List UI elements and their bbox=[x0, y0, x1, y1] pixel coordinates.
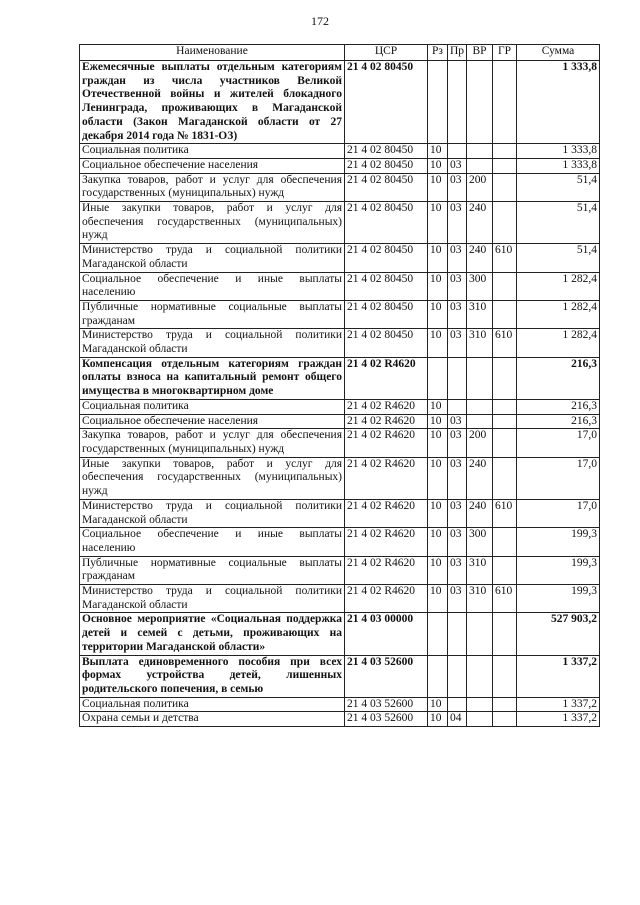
vr-cell: 310 bbox=[467, 556, 493, 584]
gr-cell bbox=[493, 528, 517, 556]
table-row bbox=[80, 414, 600, 429]
vr-cell bbox=[467, 357, 493, 399]
name-cell: Публичные нормативные социальные выплаты гражданам bbox=[80, 300, 345, 328]
pr-cell bbox=[448, 399, 467, 414]
pr-cell: 03 bbox=[448, 457, 467, 499]
sum-cell: 199,3 bbox=[517, 585, 600, 613]
name-cell: Ежемесячные выплаты отдельным категориям граждан из числа участников Великой Отечественной войны и жителей блокадного Ленинграда, проживающих в Магаданской области (Закон Магаданской области от 27 декабря 2014 года № 1831-ОЗ) bbox=[80, 61, 345, 144]
table-row bbox=[80, 272, 600, 300]
gr-cell bbox=[493, 712, 517, 727]
rz-cell: 10 bbox=[428, 712, 448, 727]
rz-cell: 10 bbox=[428, 499, 448, 527]
gr-cell: 610 bbox=[493, 499, 517, 527]
name-cell: Социальное обеспечение и иные выплаты населению bbox=[80, 272, 345, 300]
table-row bbox=[80, 244, 600, 272]
sum-cell: 1 333,8 bbox=[517, 158, 600, 173]
gr-cell: 610 bbox=[493, 585, 517, 613]
sum-cell: 1 337,2 bbox=[517, 697, 600, 712]
header-csr: ЦСР bbox=[345, 45, 428, 61]
sum-cell: 527 903,2 bbox=[517, 613, 600, 655]
rz-cell: 10 bbox=[428, 202, 448, 244]
pr-cell: 03 bbox=[448, 429, 467, 457]
name-cell: Социальное обеспечение населения bbox=[80, 158, 345, 173]
sum-cell: 1 282,4 bbox=[517, 272, 600, 300]
sum-cell: 1 333,8 bbox=[517, 144, 600, 159]
table-row bbox=[80, 499, 600, 527]
vr-cell: 200 bbox=[467, 429, 493, 457]
header-gr: ГР bbox=[493, 45, 517, 61]
name-cell: Компенсация отдельным категориям граждан оплаты взноса на капитальный ремонт общего имущества в многоквартирном доме bbox=[80, 357, 345, 399]
budget-table bbox=[79, 44, 600, 727]
pr-cell bbox=[448, 144, 467, 159]
gr-cell bbox=[493, 357, 517, 399]
pr-cell: 03 bbox=[448, 158, 467, 173]
csr-cell: 21 4 02 R4620 bbox=[345, 499, 428, 527]
pr-cell: 03 bbox=[448, 173, 467, 201]
rz-cell: 10 bbox=[428, 697, 448, 712]
rz-cell: 10 bbox=[428, 399, 448, 414]
table-row bbox=[80, 457, 600, 499]
pr-cell: 03 bbox=[448, 556, 467, 584]
vr-cell: 240 bbox=[467, 457, 493, 499]
sum-cell: 216,3 bbox=[517, 399, 600, 414]
csr-cell: 21 4 02 R4620 bbox=[345, 556, 428, 584]
sum-cell: 1 337,2 bbox=[517, 712, 600, 727]
name-cell: Основное мероприятие «Социальная поддержка детей и семей с детьми, проживающих на территории Магаданской области» bbox=[80, 613, 345, 655]
csr-cell: 21 4 02 80450 bbox=[345, 173, 428, 201]
csr-cell: 21 4 02 R4620 bbox=[345, 414, 428, 429]
pr-cell: 04 bbox=[448, 712, 467, 727]
vr-cell bbox=[467, 399, 493, 414]
name-cell: Выплата единовременного пособия при всех формах устройства детей, лишенных родительского попечения, в семью bbox=[80, 655, 345, 697]
rz-cell: 10 bbox=[428, 144, 448, 159]
sum-cell: 1 282,4 bbox=[517, 329, 600, 357]
rz-cell: 10 bbox=[428, 528, 448, 556]
csr-cell: 21 4 02 R4620 bbox=[345, 399, 428, 414]
table-row bbox=[80, 158, 600, 173]
vr-cell: 310 bbox=[467, 329, 493, 357]
sum-cell: 17,0 bbox=[517, 457, 600, 499]
vr-cell bbox=[467, 144, 493, 159]
sum-cell: 51,4 bbox=[517, 244, 600, 272]
csr-cell: 21 4 02 80450 bbox=[345, 244, 428, 272]
pr-cell: 03 bbox=[448, 272, 467, 300]
vr-cell: 300 bbox=[467, 528, 493, 556]
gr-cell bbox=[493, 613, 517, 655]
gr-cell bbox=[493, 399, 517, 414]
pr-cell: 03 bbox=[448, 414, 467, 429]
vr-cell bbox=[467, 613, 493, 655]
pr-cell bbox=[448, 357, 467, 399]
sum-cell: 216,3 bbox=[517, 414, 600, 429]
pr-cell: 03 bbox=[448, 585, 467, 613]
pr-cell: 03 bbox=[448, 329, 467, 357]
csr-cell: 21 4 03 52600 bbox=[345, 697, 428, 712]
pr-cell bbox=[448, 655, 467, 697]
header-sum: Сумма bbox=[517, 45, 600, 61]
sum-cell: 17,0 bbox=[517, 429, 600, 457]
csr-cell: 21 4 02 80450 bbox=[345, 158, 428, 173]
gr-cell bbox=[493, 457, 517, 499]
gr-cell bbox=[493, 272, 517, 300]
gr-cell bbox=[493, 429, 517, 457]
pr-cell bbox=[448, 697, 467, 712]
sum-cell: 1 333,8 bbox=[517, 61, 600, 144]
vr-cell bbox=[467, 697, 493, 712]
table-row bbox=[80, 399, 600, 414]
sum-cell: 216,3 bbox=[517, 357, 600, 399]
csr-cell: 21 4 02 80450 bbox=[345, 144, 428, 159]
header-rz: Рз bbox=[428, 45, 448, 61]
table-row bbox=[80, 329, 600, 357]
header-vr: ВР bbox=[467, 45, 493, 61]
gr-cell bbox=[493, 144, 517, 159]
rz-cell: 10 bbox=[428, 329, 448, 357]
name-cell: Закупка товаров, работ и услуг для обеспечения государственных (муниципальных) нужд bbox=[80, 429, 345, 457]
pr-cell bbox=[448, 61, 467, 144]
name-cell: Публичные нормативные социальные выплаты гражданам bbox=[80, 556, 345, 584]
pr-cell bbox=[448, 613, 467, 655]
name-cell: Социальная политика bbox=[80, 144, 345, 159]
sum-cell: 1 282,4 bbox=[517, 300, 600, 328]
table-row bbox=[80, 173, 600, 201]
csr-cell: 21 4 02 80450 bbox=[345, 61, 428, 144]
csr-cell: 21 4 02 R4620 bbox=[345, 429, 428, 457]
table-row bbox=[80, 655, 600, 697]
header-pr: Пр bbox=[448, 45, 467, 61]
name-cell: Социальное обеспечение и иные выплаты населению bbox=[80, 528, 345, 556]
name-cell: Министерство труда и социальной политики Магаданской области bbox=[80, 499, 345, 527]
table-row bbox=[80, 300, 600, 328]
csr-cell: 21 4 02 80450 bbox=[345, 272, 428, 300]
sum-cell: 199,3 bbox=[517, 528, 600, 556]
gr-cell bbox=[493, 414, 517, 429]
sum-cell: 51,4 bbox=[517, 202, 600, 244]
rz-cell: 10 bbox=[428, 272, 448, 300]
gr-cell bbox=[493, 61, 517, 144]
table-row bbox=[80, 556, 600, 584]
vr-cell bbox=[467, 655, 493, 697]
vr-cell: 310 bbox=[467, 585, 493, 613]
rz-cell: 10 bbox=[428, 414, 448, 429]
vr-cell: 240 bbox=[467, 244, 493, 272]
table-row bbox=[80, 357, 600, 399]
vr-cell bbox=[467, 414, 493, 429]
name-cell: Министерство труда и социальной политики Магаданской области bbox=[80, 329, 345, 357]
pr-cell: 03 bbox=[448, 499, 467, 527]
gr-cell bbox=[493, 158, 517, 173]
csr-cell: 21 4 02 80450 bbox=[345, 300, 428, 328]
vr-cell bbox=[467, 158, 493, 173]
vr-cell: 200 bbox=[467, 173, 493, 201]
rz-cell: 10 bbox=[428, 457, 448, 499]
rz-cell: 10 bbox=[428, 556, 448, 584]
pr-cell: 03 bbox=[448, 528, 467, 556]
table-row bbox=[80, 585, 600, 613]
table-row bbox=[80, 61, 600, 144]
name-cell: Иные закупки товаров, работ и услуг для обеспечения государственных (муниципальных) нужд bbox=[80, 457, 345, 499]
vr-cell: 300 bbox=[467, 272, 493, 300]
rz-cell bbox=[428, 61, 448, 144]
csr-cell: 21 4 02 R4620 bbox=[345, 528, 428, 556]
name-cell: Социальная политика bbox=[80, 697, 345, 712]
csr-cell: 21 4 03 52600 bbox=[345, 712, 428, 727]
gr-cell bbox=[493, 173, 517, 201]
page-number: 172 bbox=[311, 14, 329, 28]
vr-cell bbox=[467, 61, 493, 144]
csr-cell: 21 4 02 R4620 bbox=[345, 357, 428, 399]
sum-cell: 17,0 bbox=[517, 499, 600, 527]
vr-cell bbox=[467, 712, 493, 727]
table-row bbox=[80, 613, 600, 655]
vr-cell: 240 bbox=[467, 202, 493, 244]
table-row bbox=[80, 144, 600, 159]
name-cell: Закупка товаров, работ и услуг для обеспечения государственных (муниципальных) нужд bbox=[80, 173, 345, 201]
sum-cell: 199,3 bbox=[517, 556, 600, 584]
gr-cell: 610 bbox=[493, 244, 517, 272]
gr-cell bbox=[493, 655, 517, 697]
rz-cell: 10 bbox=[428, 429, 448, 457]
pr-cell: 03 bbox=[448, 300, 467, 328]
csr-cell: 21 4 03 00000 bbox=[345, 613, 428, 655]
name-cell: Иные закупки товаров, работ и услуг для обеспечения государственных (муниципальных) нужд bbox=[80, 202, 345, 244]
header-row bbox=[80, 45, 600, 61]
sum-cell: 51,4 bbox=[517, 173, 600, 201]
rz-cell bbox=[428, 357, 448, 399]
rz-cell: 10 bbox=[428, 300, 448, 328]
gr-cell bbox=[493, 556, 517, 584]
csr-cell: 21 4 02 80450 bbox=[345, 202, 428, 244]
rz-cell bbox=[428, 655, 448, 697]
csr-cell: 21 4 02 R4620 bbox=[345, 585, 428, 613]
name-cell: Социальное обеспечение населения bbox=[80, 414, 345, 429]
gr-cell bbox=[493, 202, 517, 244]
vr-cell: 240 bbox=[467, 499, 493, 527]
gr-cell bbox=[493, 300, 517, 328]
csr-cell: 21 4 03 52600 bbox=[345, 655, 428, 697]
gr-cell bbox=[493, 697, 517, 712]
name-cell: Социальная политика bbox=[80, 399, 345, 414]
table-body bbox=[80, 61, 600, 727]
vr-cell: 310 bbox=[467, 300, 493, 328]
name-cell: Охрана семьи и детства bbox=[80, 712, 345, 727]
header-name: Наименование bbox=[80, 45, 345, 61]
table-row bbox=[80, 712, 600, 727]
table-row bbox=[80, 202, 600, 244]
rz-cell: 10 bbox=[428, 585, 448, 613]
sum-cell: 1 337,2 bbox=[517, 655, 600, 697]
table-row bbox=[80, 429, 600, 457]
rz-cell: 10 bbox=[428, 244, 448, 272]
pr-cell: 03 bbox=[448, 202, 467, 244]
rz-cell: 10 bbox=[428, 158, 448, 173]
csr-cell: 21 4 02 R4620 bbox=[345, 457, 428, 499]
table-row bbox=[80, 697, 600, 712]
pr-cell: 03 bbox=[448, 244, 467, 272]
rz-cell bbox=[428, 613, 448, 655]
name-cell: Министерство труда и социальной политики Магаданской области bbox=[80, 585, 345, 613]
rz-cell: 10 bbox=[428, 173, 448, 201]
table-row bbox=[80, 528, 600, 556]
gr-cell: 610 bbox=[493, 329, 517, 357]
name-cell: Министерство труда и социальной политики Магаданской области bbox=[80, 244, 345, 272]
csr-cell: 21 4 02 80450 bbox=[345, 329, 428, 357]
